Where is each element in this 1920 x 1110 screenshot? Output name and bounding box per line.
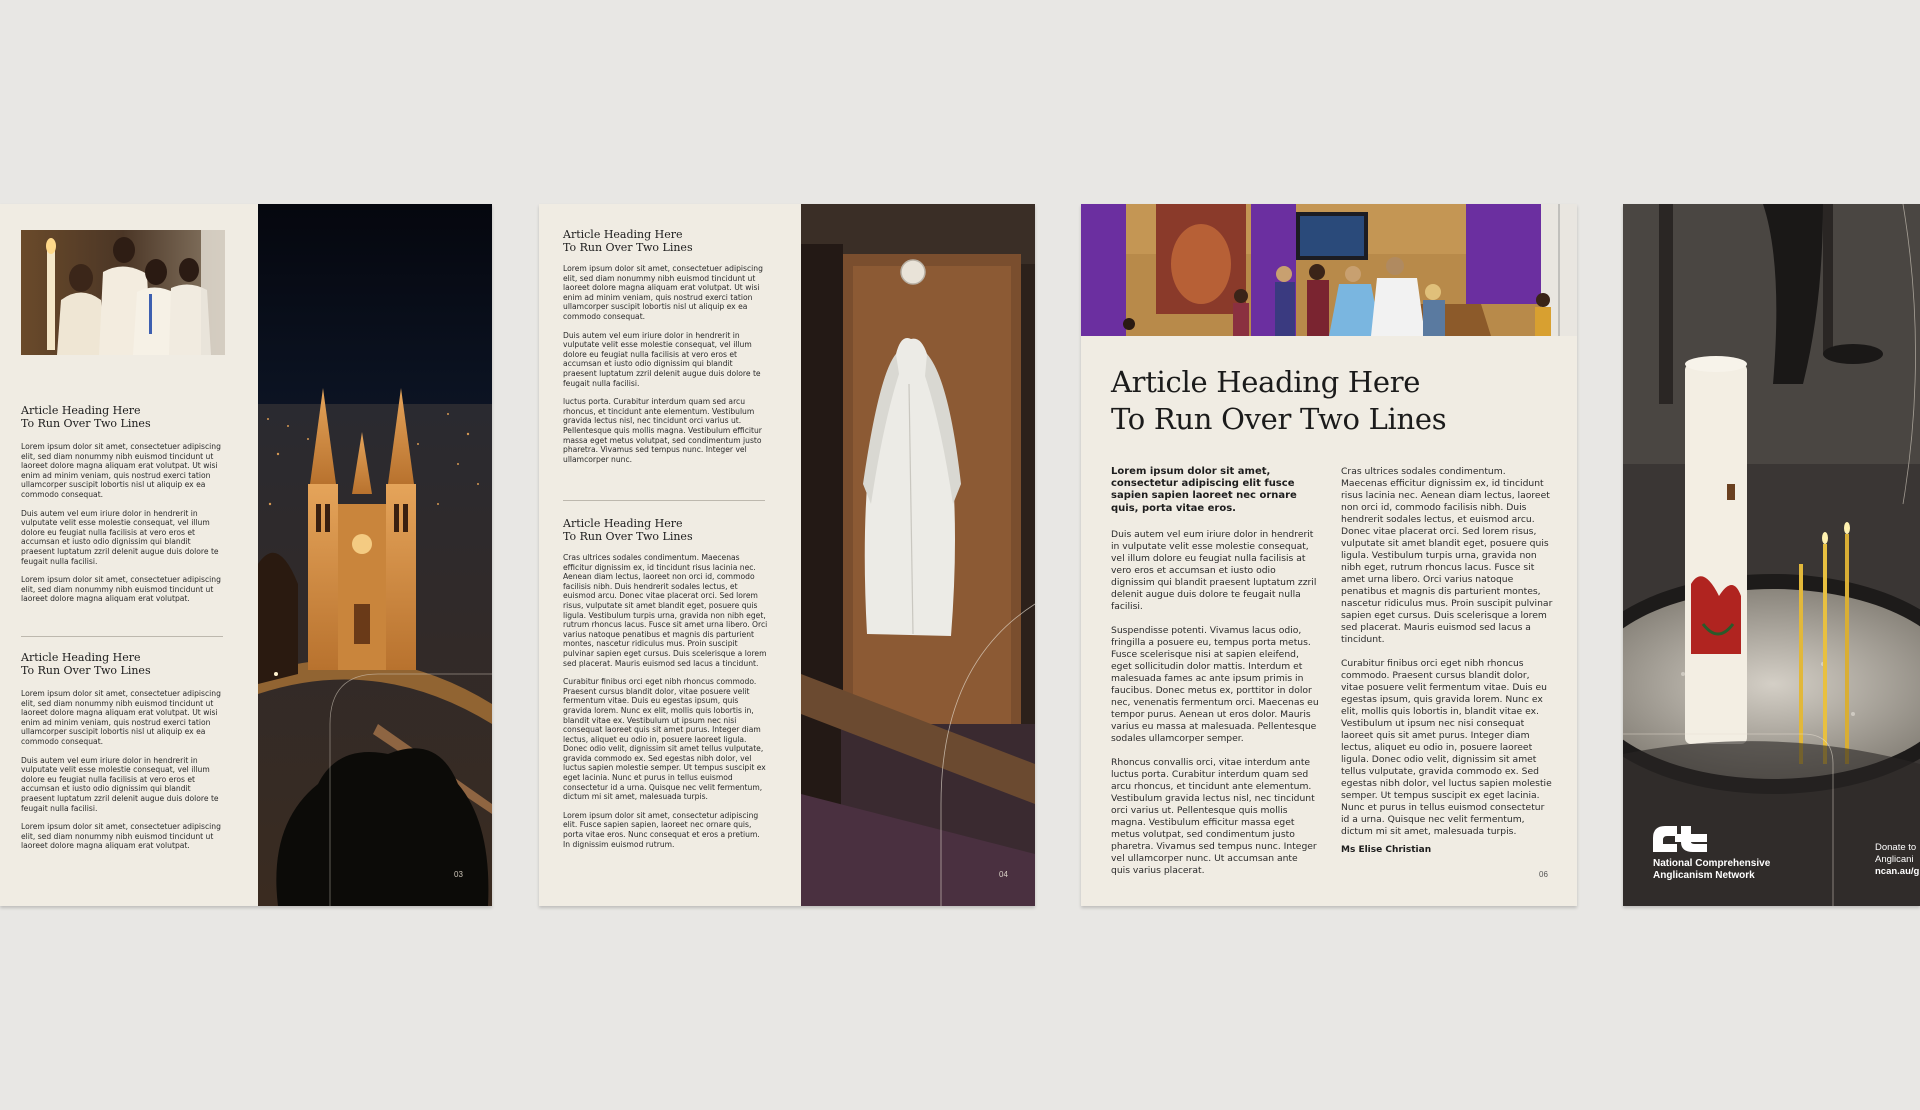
article-heading-line2: To Run Over Two Lines: [21, 664, 151, 677]
article-heading-line2: To Run Over Two Lines: [563, 241, 693, 254]
body-paragraph: Rhoncus convallis orci, vitae interdum ante luctus porta. Curabitur interdum quam sed arcu rhoncus, et tincidunt ante elementum. Vestibulum gravida lectus nisl, nec tincidunt orci varius ut. Pellentesque quis mollis magna. Vestibulum efficitur massa eget metus volutpat, sed condimentum justo pharetra. Vivamus sed tempus nunc. Integer vel ullamcorper nunc. Ut accumsan ante quis varius placerat.: [1111, 756, 1317, 876]
body-paragraph: Lorem ipsum dolor sit amet, consectetuer adipiscing elit, sed diam nonummy nibh euismod tincidunt ut laoreet dolore magna aliquam erat volutpat.: [21, 575, 221, 604]
body-paragraph: Duis autem vel eum iriure dolor in hendrerit in vulputate velit esse molestie consequat, vel illum dolore eu feugiat nulla facilisis at vero eros et accumsan et iusto odio dignissim qui blandit praesent luptatum zzril delenit augue duis dolore te feugait nulla facilisi.: [1111, 528, 1317, 612]
logo-text-line2: Anglicanism Network: [1653, 870, 1755, 881]
page-number: 03: [454, 870, 463, 879]
body-paragraph: luctus porta. Curabitur interdum quam sed arcu rhoncus, et tincidunt ante elementum. Vestibulum gravida lectus nisl, nec tincidunt orci varius ut. Pellentesque quis mollis magna. Vestibulum efficitur massa eget metus volutpat, sed condimentum justo pharetra. Vivamus sed tempus nunc. Integer vel ullamcorper nunc.: [563, 397, 762, 464]
body-paragraph: Lorem ipsum dolor sit amet, consectetuer adipiscing elit, sed diam nonummy nibh euismod tincidunt ut laoreet dolore magna aliquam erat volutpat. Ut wisi enim ad minim veniam, quis nostrud exerci tation ullamcorper suscipit lobortis nisl ut aliquip ex ea commodo consequat.: [21, 689, 221, 746]
page-number: 04: [999, 870, 1008, 879]
body-paragraph: Curabitur finibus orci eget nibh rhoncus commodo. Praesent cursus blandit dolor, vitae posuere velit fermentum vitae. Duis eu egestas ipsum, quis gravida lorem. Nunc ex elit, mollis quis lobortis in, blandit vitae ex. Vestibulum ut ipsum nec nisi consequat laoreet quis sit amet purus. Integer diam lectus, aliquet eu odio in, posuere laoreet ligula. Donec odio velit, dignissim sit amet tellus vulputate, gravida commodo ex. Sed egestas nibh dolor, vel luctus sapien molestie semper. Ut tempus suscipit ex eget lacinia. Nunc et purus in tellus euismod consectetur id a urna. Quisque nec velit fermentum, dictum mi sit amet, malesuada turpis.: [563, 677, 766, 802]
lead-paragraph: Lorem ipsum dolor sit amet, consectetur adipiscing elit fusce sapien sapien laoreet nec ornare quis, porta vitae eros.: [1111, 466, 1297, 514]
article-heading-line2: To Run Over Two Lines: [21, 417, 151, 430]
article-heading-line1: Article Heading Here: [21, 651, 141, 664]
spread-pages-02-03: [0, 204, 492, 906]
white-robe-photo: [801, 204, 1035, 906]
article-heading-line1: Article Heading Here: [1111, 365, 1421, 399]
section-divider: [563, 500, 765, 501]
cathedral-night-photo: [258, 204, 492, 906]
donate-text-line2: Anglicani: [1875, 854, 1914, 865]
body-paragraph: Duis autem vel eum iriure dolor in hendrerit in vulputate velit esse molestie consequat, vel illum dolore eu feugiat nulla facilisis at vero eros et accumsan et iusto odio dignissim qui blandit praesent luptatum zzril delenit augue duis dolore te feugait nulla facilisi.: [563, 330, 761, 388]
candle-photo: [1623, 204, 1920, 906]
body-paragraph: Suspendisse potenti. Vivamus lacus odio, fringilla a posuere eu, tempus porta metus. Fusce scelerisque nisi at sapien eleifend, eget sollicitudin dolor mattis. Interdum et malesuada fames ac ante ipsum primis in faucibus. Donec metus ex, porttitor in dolor nec, venenatis fermentum orci. Maecenas eu tempor purus. Aenean ut eros dolor. Mauris varius eu massa at malesuada. Pellentesque sodales ullamcorper semper.: [1111, 624, 1319, 744]
article-heading-line2: To Run Over Two Lines: [1111, 402, 1447, 436]
page-number: 06: [1539, 870, 1548, 879]
page-06: [1081, 204, 1577, 906]
article-heading-line1: Article Heading Here: [21, 404, 141, 417]
body-paragraph: Lorem ipsum dolor sit amet, consectetur adipiscing elit. Fusce sapien sapien, laoreet nec ornare quis, porta vitae eros. Nunc consequat et eros a pretium. In dignissim euismod rutrum.: [563, 810, 760, 849]
donate-url: ncan.au/g: [1875, 866, 1920, 877]
body-paragraph: Lorem ipsum dolor sit amet, consectetuer adipiscing elit, sed diam nonummy nibh euismod tincidunt ut laoreet dolore magna aliquam erat volutpat.: [21, 822, 221, 851]
donate-text-line1: Donate to: [1875, 842, 1917, 853]
chapel-children-photo: [1081, 204, 1577, 336]
ncan-logo: [1651, 824, 1713, 854]
choir-photo: [21, 230, 225, 355]
article-heading-line1: Article Heading Here: [563, 517, 683, 530]
body-paragraph: Lorem ipsum dolor sit amet, consectetuer adipiscing elit, sed diam nonummy nibh euismod tincidunt ut laoreet dolore magna aliquam erat volutpat. Ut wisi enim ad minim veniam, quis nostrud exerci tation ullamcorper suscipit lobortis nisl ut aliquip ex ea commodo consequat.: [21, 442, 221, 499]
page-03-text-panel: [0, 204, 258, 906]
body-paragraph: Cras ultrices sodales condimentum. Maecenas efficitur dignissim ex, id tincidunt risus lacinia nec. Aenean diam lectus, laoreet non orci id, commodo facilisis nibh. Duis hendrerit sodales lectus, et euismod arcu. Donec vitae placerat orci. Sed lorem risus, vulputate sit amet blandit eget, posuere quis ligula. Vestibulum turpis urna, gravida non nibh eget, rutrum rhoncus lacus. Fusce sit amet urna libero. Orci varius natoque penatibus et magnis dis parturient montes, nascetur ridiculus mus. Proin suscipit pulvinar sapien eget cursus. Duis scelerisque a lorem sed placerat. Mauris euismod sed lacus a tincidunt.: [563, 553, 768, 668]
article-heading-line1: Article Heading Here: [563, 228, 683, 241]
body-paragraph: Lorem ipsum dolor sit amet, consectetuer adipiscing elit, sed diam nonummy nibh euismod tincidunt ut laoreet dolore magna aliquam erat volutpat. Ut wisi enim ad minim veniam, quis nostrud exerci tation ullamcorper suscipit lobortis nisl ut aliquip ex ea commodo consequat.: [563, 264, 763, 321]
logo-text-line1: National Comprehensive: [1653, 858, 1771, 869]
page-text-panel: [539, 204, 801, 906]
spread-pages-03-04: [539, 204, 1035, 906]
body-paragraph: Cras ultrices sodales condimentum. Maecenas efficitur dignissim ex, id tincidunt risus lacinia nec. Aenean diam lectus, laoreet non orci id, commodo facilisis nibh. Duis hendrerit sodales lectus, et euismod arcu. Donec vitae placerat orci. Sed lorem risus, vulputate sit amet blandit eget, posuere quis ligula. Vestibulum turpis urna, gravida non nibh eget, rutrum rhoncus lacus. Fusce sit amet urna libero. Orci varius natoque penatibus et magnis dis parturient montes, nascetur ridiculus mus. Proin suscipit pulvinar sapien eget cursus. Duis scelerisque a lorem sed placerat. Mauris euismod sed lacus a tincidunt.: [1341, 466, 1553, 645]
author-signature: Ms Elise Christian: [1341, 845, 1432, 855]
body-paragraph: Duis autem vel eum iriure dolor in hendrerit in vulputate velit esse molestie consequat, vel illum dolore eu feugiat nulla facilisis at vero eros et accumsan et iusto odio dignissim qui blandit praesent luptatum zzril delenit augue duis dolore te feugait nulla facilisi.: [21, 755, 219, 813]
body-paragraph: Curabitur finibus orci eget nibh rhoncus commodo. Praesent cursus blandit dolor, vitae posuere velit fermentum vitae. Duis eu egestas ipsum, quis gravida lorem. Nunc ex elit, mollis quis lobortis in, blandit vitae ex. Vestibulum ut ipsum nec nisi consequat laoreet quis sit amet purus. Integer diam lectus, aliquet eu odio in, posuere laoreet ligula. Donec odio velit, dignissim sit amet tellus vulputate, gravida commodo ex. Sed egestas nibh dolor, vel luctus sapien molestie semper. Ut tempus suscipit ex eget lacinia. Nunc et purus in tellus euismod consectetur id a urna. Quisque nec velit fermentum, dictum mi sit amet, malesuada turpis.: [1341, 658, 1552, 837]
section-divider: [21, 636, 223, 637]
article-heading-line2: To Run Over Two Lines: [563, 530, 693, 543]
back-cover: [1623, 204, 1920, 906]
body-paragraph: Duis autem vel eum iriure dolor in hendrerit in vulputate velit esse molestie consequat, vel illum dolore eu feugiat nulla facilisis at vero eros et accumsan et iusto odio dignissim qui blandit praesent luptatum zzril delenit augue duis dolore te feugait nulla facilisi.: [21, 508, 219, 566]
